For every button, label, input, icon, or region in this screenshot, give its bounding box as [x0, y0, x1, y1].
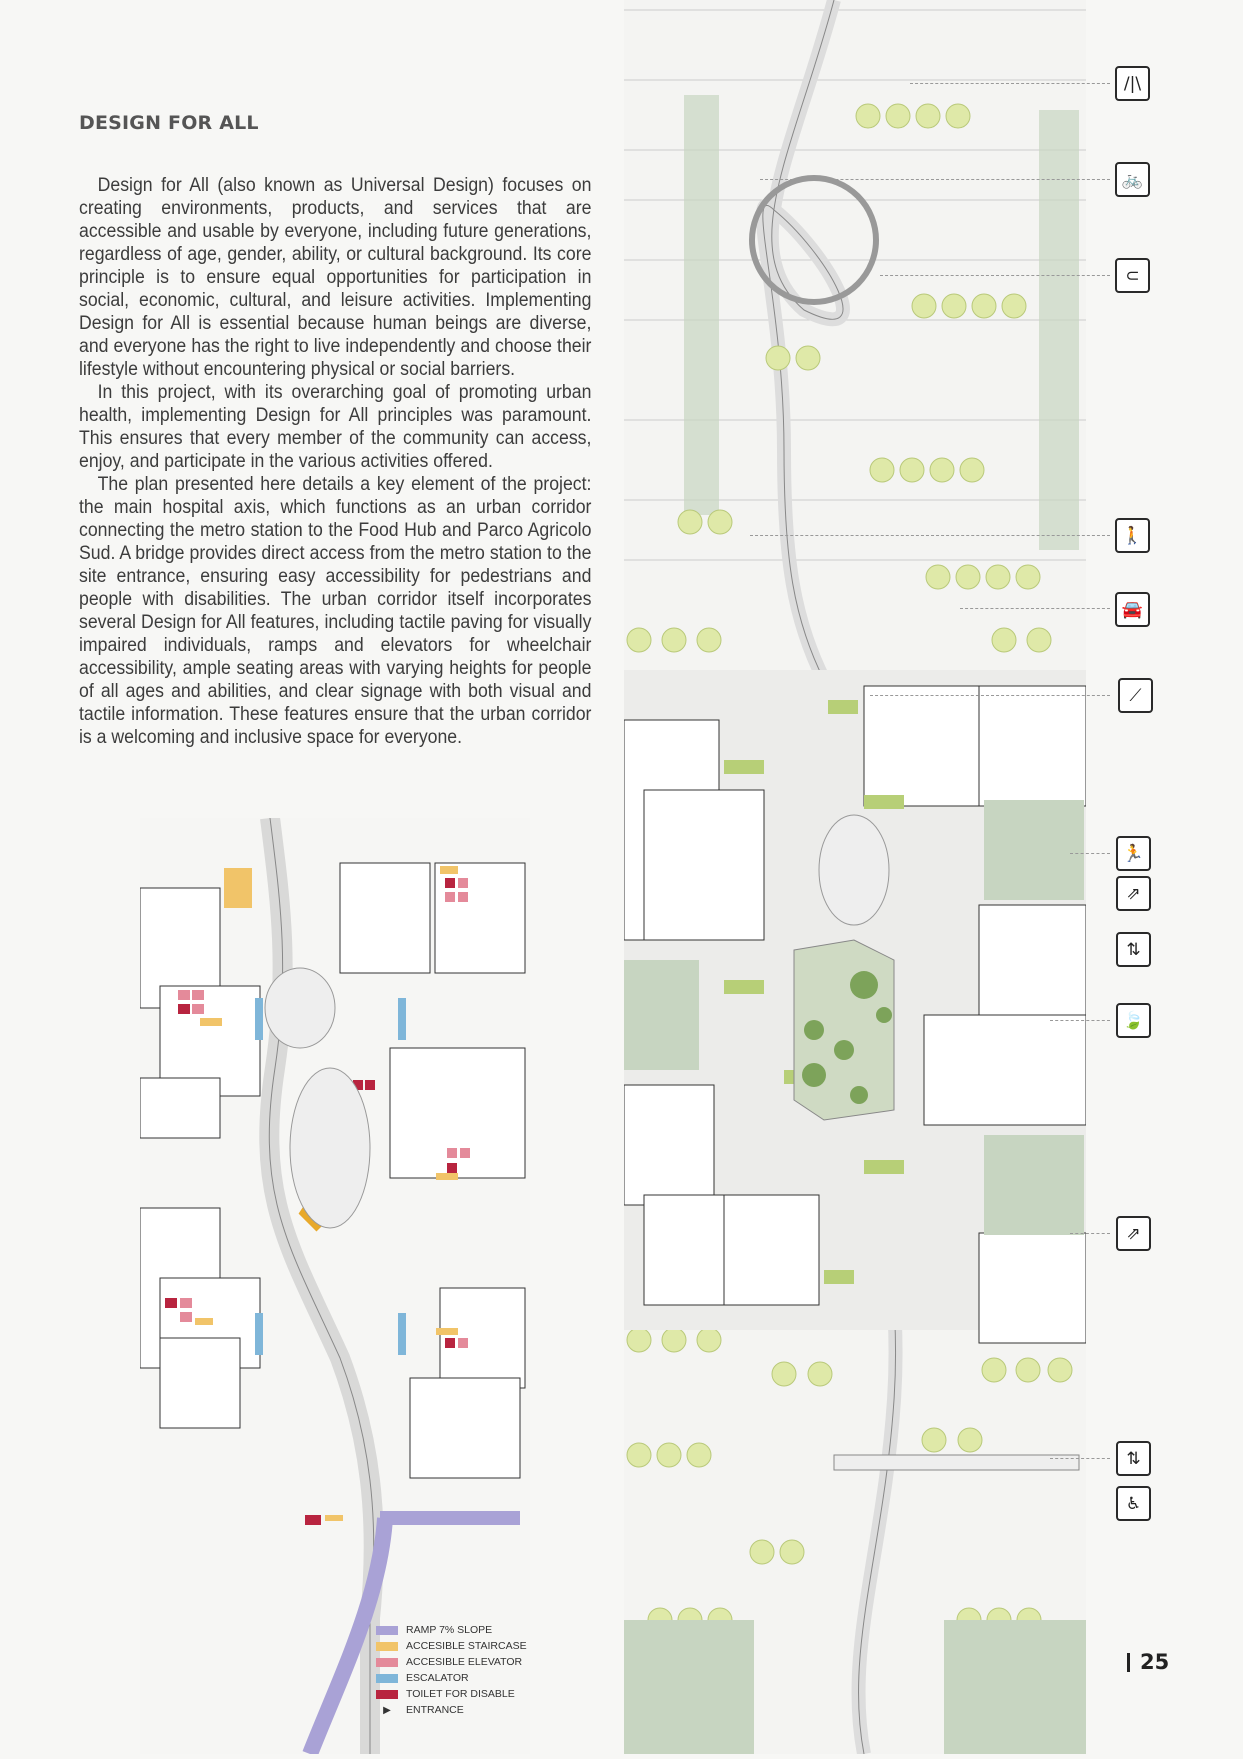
legend-label: RAMP 7% SLOPE	[406, 1624, 493, 1636]
legend-label: ACCESIBLE STAIRCASE	[406, 1640, 527, 1652]
leader-line	[910, 83, 1110, 84]
page-title: DESIGN FOR ALL	[79, 112, 259, 134]
leaf-icon: 🍃	[1116, 1003, 1151, 1038]
leader-line	[870, 695, 1110, 696]
legend-item	[376, 1702, 527, 1718]
running-person-icon: 🏃	[1116, 836, 1151, 871]
leader-line	[750, 535, 1110, 536]
paragraph: Design for All (also known as Universal Design) focuses on creating environments, products, and services that are accessible and usable by everyone, including future generations, regardless of age, gender, ability, or cultural background. Its core principle is to ensure equal opportunities for participation in social, economic, cultural, and leisure activities. Implementing Design for All is essential because human beings are diverse, and everyone has the right to live independently and choose their lifestyle without encountering physical or social barriers.	[79, 175, 592, 380]
leader-line	[960, 608, 1110, 609]
leader-line	[760, 179, 1110, 180]
leader-line	[1050, 1458, 1110, 1459]
legend-item	[376, 1670, 527, 1686]
legend-item	[376, 1622, 527, 1638]
legend-swatch	[376, 1626, 398, 1635]
legend-label: TOILET FOR DISABLE	[406, 1688, 515, 1700]
legend-item	[376, 1638, 527, 1654]
legend-item	[376, 1654, 527, 1670]
body-text	[79, 174, 591, 749]
road-icon: /|\	[1115, 66, 1150, 101]
leader-line	[1070, 853, 1110, 854]
page-number	[1127, 1650, 1169, 1674]
ramp-icon: ⟋	[1118, 678, 1153, 713]
elevator-icon: ⇅	[1116, 932, 1151, 967]
legend-swatch	[376, 1658, 398, 1667]
car-icon: 🚘	[1115, 592, 1150, 627]
page-number-bar	[1127, 1653, 1130, 1672]
leader-line	[880, 275, 1110, 276]
legend-swatch	[376, 1674, 398, 1683]
legend-swatch	[376, 1642, 398, 1651]
floor-plan-small	[140, 818, 530, 1754]
floor-plan-large	[624, 0, 1086, 1754]
loop-path-icon: ⊂	[1115, 258, 1150, 293]
wheelchair-icon: ♿	[1116, 1486, 1151, 1521]
paragraph: The plan presented here details a key element of the project: the main hospital axis, which functions as an urban corridor connecting the metro station to the Food Hub and Parco Agricolo Sud. A bridge provides direct access from the metro station to the site entrance, ensuring easy accessibility for pedestrians and people with disabilities. The urban corridor itself incorporates several Design for All features, including tactile paving for visually impaired individuals, ramps and elevators for wheelchair accessibility, ample seating areas with varying heights for people of all ages and abilities, and clear signage with both visual and tactile information. These features ensure that the urban corridor is a welcoming and inclusive space for everyone.	[79, 474, 592, 748]
leader-line	[1070, 1233, 1110, 1234]
paragraph: In this project, with its overarching goal of promoting urban health, implementing Design for All principles was paramount. This ensures that every member of the community can access, enjoy, and participate in the various activities offered.	[79, 382, 592, 472]
elevator-icon: ⇅	[1116, 1441, 1151, 1476]
legend-label: ESCALATOR	[406, 1672, 469, 1684]
legend-swatch	[376, 1690, 398, 1699]
bicycle-icon: 🚲	[1115, 162, 1150, 197]
icon-column	[1110, 0, 1160, 1754]
legend	[376, 1622, 527, 1718]
pedestrian-icon: 🚶	[1115, 518, 1150, 553]
escalator-icon: ⇗	[1116, 876, 1151, 911]
escalator-icon: ⇗	[1116, 1216, 1151, 1251]
leader-line	[1050, 1020, 1110, 1021]
page-number-value: 25	[1140, 1650, 1170, 1674]
legend-label: ENTRANCE	[406, 1704, 464, 1716]
legend-item	[376, 1686, 527, 1702]
legend-label: ACCESIBLE ELEVATOR	[406, 1656, 523, 1668]
entrance-arrow-icon: ▶	[383, 1704, 391, 1716]
